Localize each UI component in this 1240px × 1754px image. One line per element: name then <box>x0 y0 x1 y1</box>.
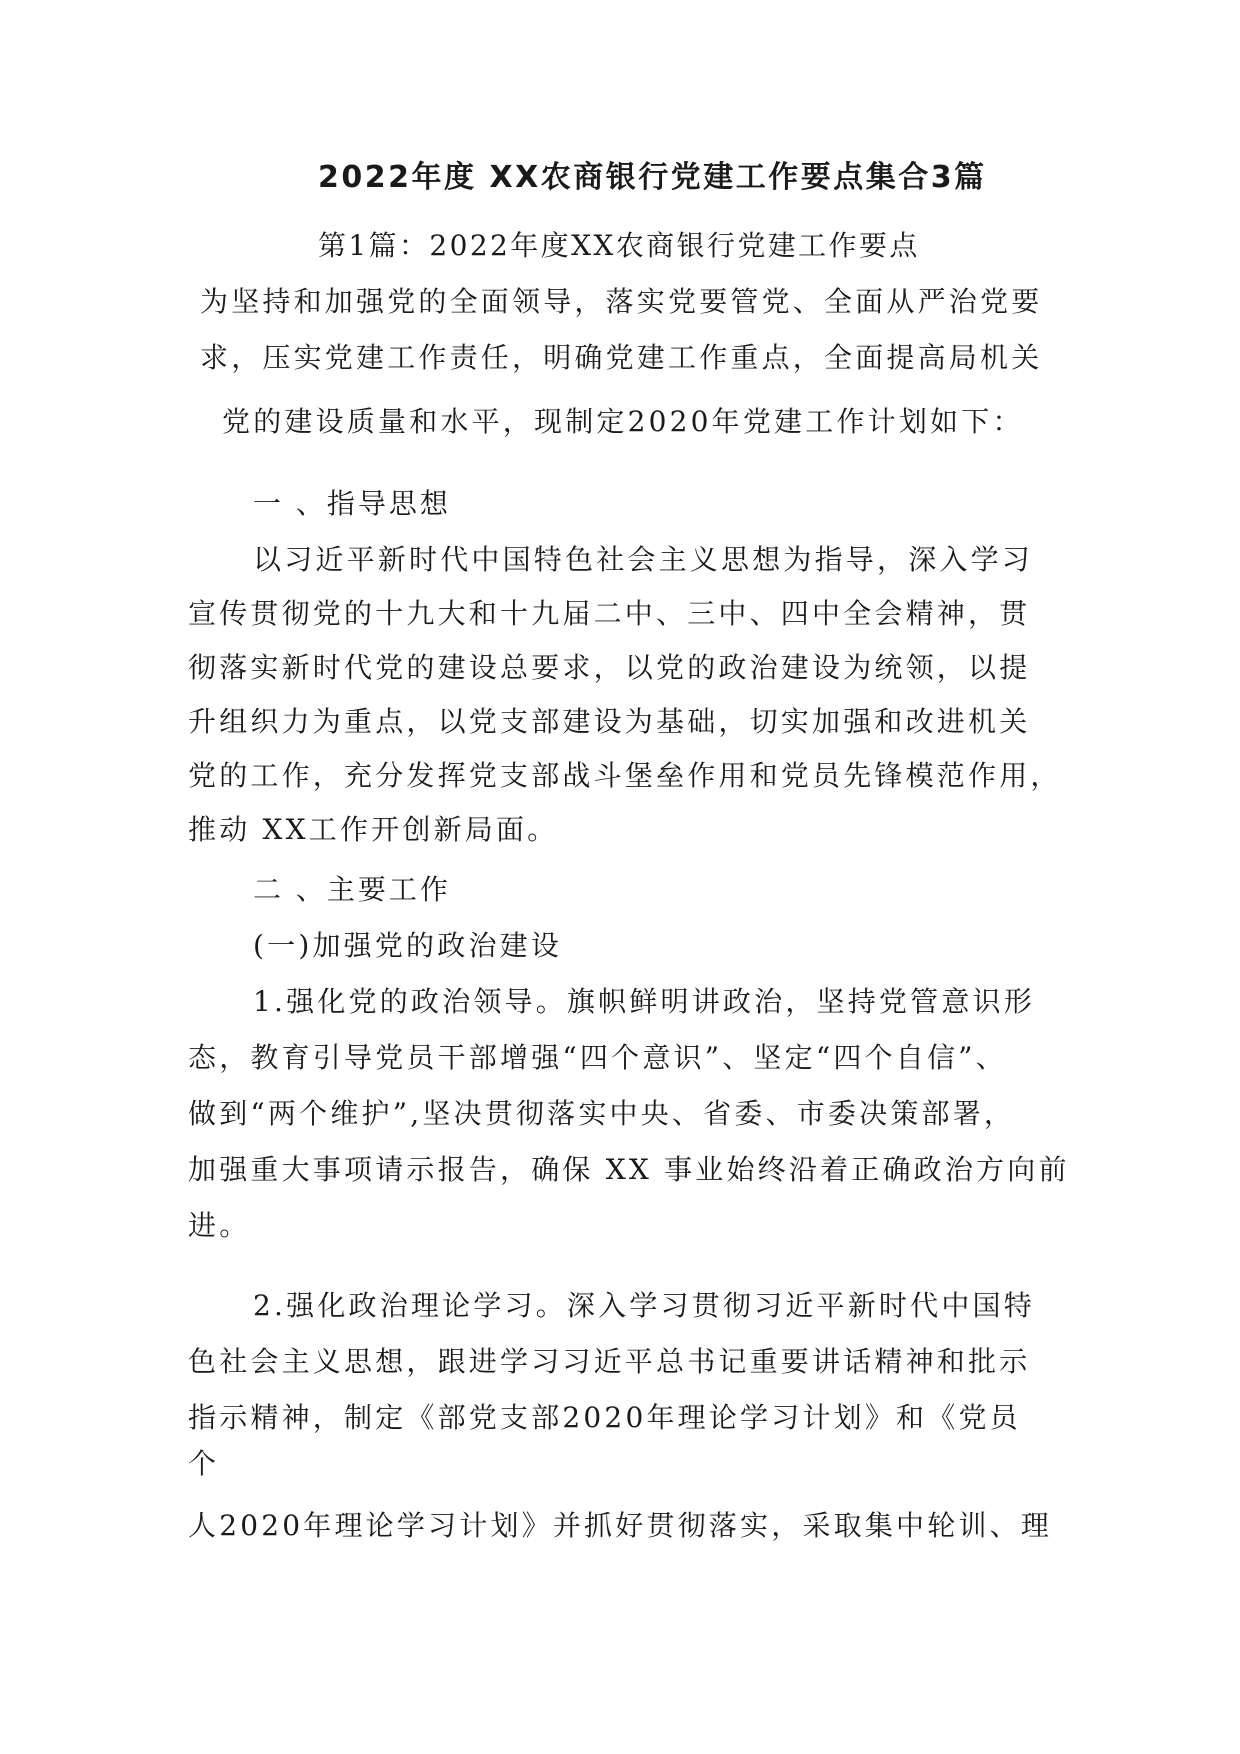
paragraph-line: 升组织力为重点，以党支部建设为基础，切实加强和改进机关 <box>188 705 1031 738</box>
paragraph-line: 彻落实新时代党的建设总要求，以党的政治建设为统领，以提 <box>188 651 1031 684</box>
paragraph-line: 进。 <box>188 1209 251 1242</box>
paragraph-line: 党的工作，充分发挥党支部战斗堡垒作用和党员先锋模范作用， <box>188 759 1062 792</box>
paragraph-line: 2.强化政治理论学习。深入学习贯彻习近平新时代中国特 <box>253 1289 1035 1322</box>
paragraph-line: 态，教育引导党员干部增强“四个意识”、坚定“四个自信”、 <box>188 1041 1007 1074</box>
heading-guiding-thought: 一 、指导思想 <box>253 487 451 520</box>
intro-line: 为坚持和加强党的全面领导，落实党要管党、全面从严治党要 <box>200 285 1043 318</box>
paragraph-line: 做到“两个维护”,坚决贯彻落实中央、省委、市委决策部署， <box>188 1097 1016 1130</box>
paragraph-line: 色社会主义思想，跟进学习习近平总书记重要讲话精神和批示 <box>188 1345 1031 1378</box>
intro-line: 求，压实党建工作责任，明确党建工作重点，全面提高局机关 <box>200 341 1043 374</box>
intro-line: 党的建设质量和水平，现制定2020年党建工作计划如下： <box>222 405 1024 438</box>
paragraph-line: 1.强化党的政治领导。旗帜鲜明讲政治，坚持党管意识形 <box>253 985 1035 1018</box>
paragraph-line: 个 <box>188 1447 220 1480</box>
paragraph-line: 加强重大事项请示报告，确保 XX 事业始终沿着正确政治方向前 <box>188 1153 1070 1186</box>
section-title: 第1篇：2022年度XX农商银行党建工作要点 <box>318 229 920 262</box>
paragraph-line: 以习近平新时代中国特色社会主义思想为指导，深入学习 <box>253 543 1034 576</box>
paragraph-line: 宣传贯彻党的十九大和十九届二中、三中、四中全会精神，贯 <box>188 597 1031 630</box>
paragraph-line: 推动 XX工作开创新局面。 <box>188 813 559 846</box>
paragraph-line: 指示精神，制定《部党支部2020年理论学习计划》和《党员 <box>188 1401 1021 1434</box>
paragraph-line: 人2020年理论学习计划》并抓好贯彻落实，采取集中轮训、理 <box>188 1509 1053 1542</box>
document-title: 2022年度 XX农商银行党建工作要点集合3篇 <box>318 160 987 195</box>
subheading-political-construction: (一)加强党的政治建设 <box>253 929 563 962</box>
heading-main-work: 二 、主要工作 <box>253 873 451 906</box>
